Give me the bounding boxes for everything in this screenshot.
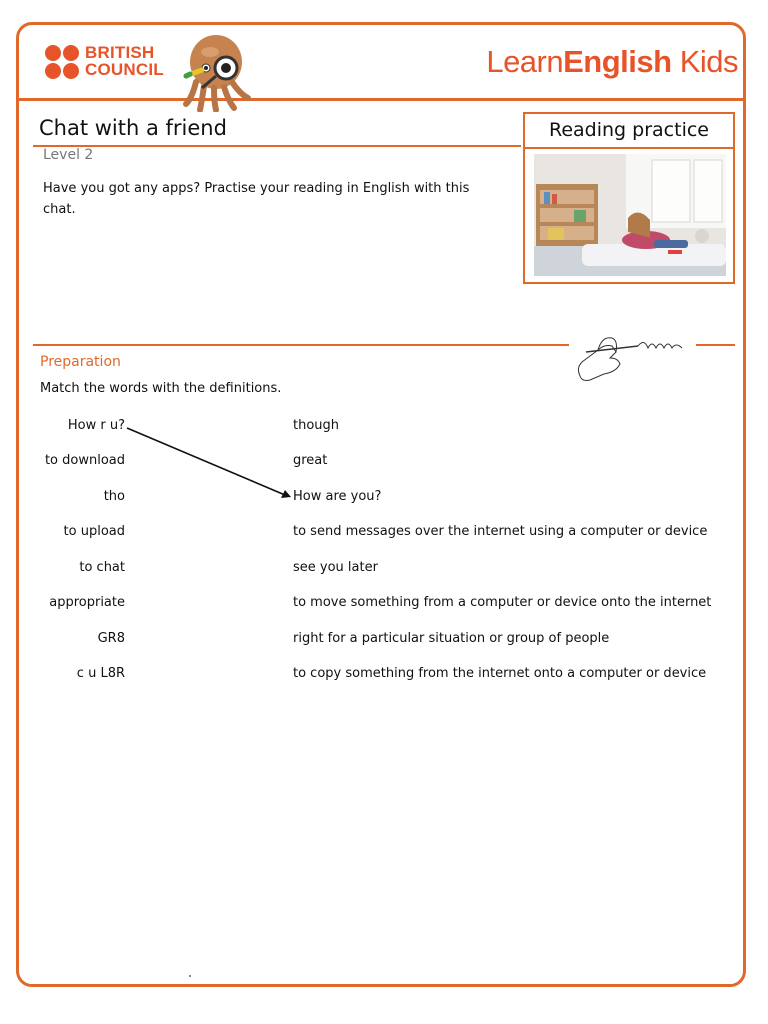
level-label: Level 2 xyxy=(43,147,94,163)
preparation-heading: Preparation xyxy=(40,354,121,370)
definition-item: to move something from a computer or device onto the internet xyxy=(293,595,712,610)
girl-reading-photo xyxy=(534,154,726,276)
term-item: appropriate xyxy=(49,595,125,610)
instruction-text: Match the words with the definitions. xyxy=(40,381,282,396)
brand-line-1: BRITISH xyxy=(85,43,155,62)
definition-item: to send messages over the internet using a computer or device xyxy=(293,524,708,539)
definition-item: to copy something from the internet onto a computer or device xyxy=(293,666,707,681)
term-item: How r u? xyxy=(67,418,125,433)
term-item: tho xyxy=(103,489,125,504)
definition-item: How are you? xyxy=(293,489,382,504)
worksheet-title: Chat with a friend xyxy=(39,116,227,140)
term-item: to chat xyxy=(79,560,125,575)
section-divider xyxy=(33,344,569,346)
category-label: Reading practice xyxy=(525,114,733,149)
brand-line-2: COUNCIL xyxy=(85,60,164,79)
title-divider xyxy=(33,145,521,147)
footer-mark xyxy=(189,975,191,977)
definition-item: though xyxy=(293,418,340,433)
octopus-mascot-icon xyxy=(182,32,254,112)
term-item: to download xyxy=(44,453,125,468)
header-divider xyxy=(19,98,746,101)
category-box xyxy=(523,112,735,284)
term-item: c u L8R xyxy=(76,666,125,681)
term-item: to upload xyxy=(63,524,125,539)
learnenglish-kids-logo: LearnEnglish Kids xyxy=(486,44,738,79)
definition-item: see you later xyxy=(293,560,378,575)
logo-dots-icon xyxy=(45,45,81,81)
term-item: GR8 xyxy=(97,631,125,646)
definition-item: right for a particular situation or group of people xyxy=(293,631,610,646)
definition-item: great xyxy=(293,453,328,468)
section-divider-end xyxy=(696,344,735,346)
writing-hand-icon xyxy=(572,328,692,384)
intro-text: Have you got any apps? Practise your reading in English with this chat. xyxy=(43,181,470,217)
